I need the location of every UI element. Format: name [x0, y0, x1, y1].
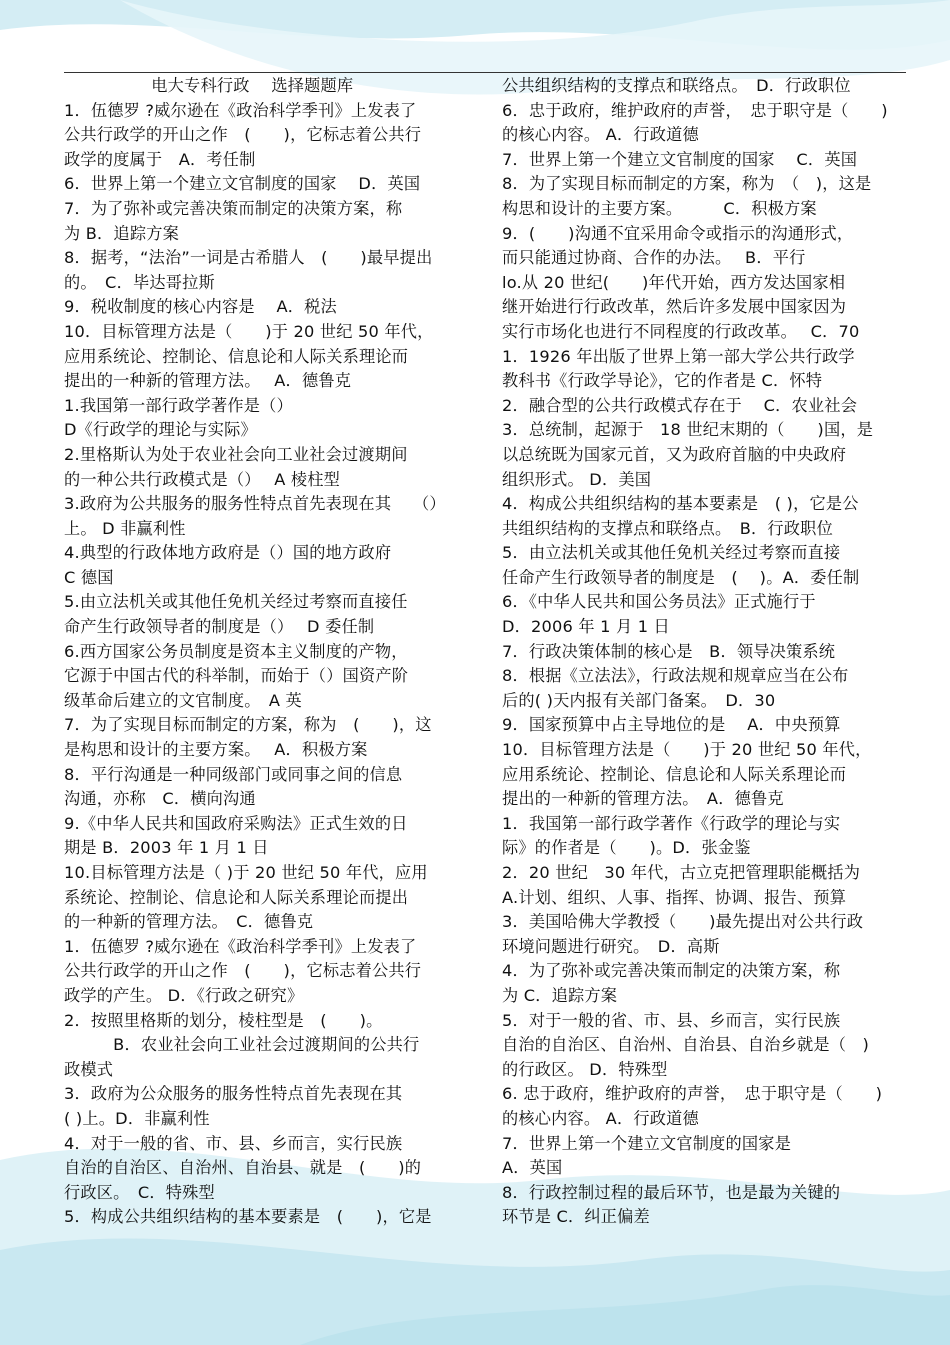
text-line: 9．( )沟通不宜采用命令或指示的沟通形式，: [502, 223, 854, 243]
text-line: B．农业社会向工业社会过渡期间的公共行: [64, 1035, 420, 1055]
text-line: 10．目标管理方法是（ )于 20 世纪 50 年代，: [502, 740, 872, 760]
text-line: A.计划、组织、人事、指挥、协调、报告、预算: [502, 887, 847, 907]
text-line: 政学的产生。 D．《行政之研究》: [64, 985, 304, 1005]
text-line: 的一种新的管理方法。 C．德鲁克: [64, 912, 314, 932]
text-line: 10．目标管理方法是（ )于 20 世纪 50 年代，: [64, 321, 434, 341]
text-line: 1．伍德罗 ?威尔逊在《政治科学季刊》上发表了: [64, 936, 417, 956]
text-line: 7．行政决策体制的核心是 B．领导决策系统: [502, 641, 836, 661]
text-line: 3.政府为公共服务的服务性特点首先表现在其 （）: [64, 494, 446, 514]
text-line: 实行市场化也进行不同程度的行政改革。 C．70: [502, 321, 860, 341]
text-line: 教科书《行政学导论》，它的作者是 C．怀特: [502, 371, 823, 391]
text-line: 而只能通过协商、合作的办法。 B．平行: [502, 248, 806, 268]
text-line: 的核心内容。 A．行政道德: [502, 1108, 699, 1128]
text-line: 3．总统制，起源于 18 世纪末期的（ )国，是: [502, 420, 874, 440]
text-line: 构思和设计的主要方案。 C．积极方案: [502, 198, 817, 218]
text-line: 4.典型的行政体地方政府是（）国的地方政府: [64, 543, 392, 563]
text-line: 4．对于一般的省、市、县、乡而言，实行民族: [64, 1133, 403, 1153]
text-line: 2．融合型的公共行政模式存在于 C．农业社会: [502, 395, 858, 415]
text-line: A．英国: [502, 1158, 563, 1178]
text-line: 5．对于一般的省、市、县、乡而言，实行民族: [502, 1010, 841, 1030]
text-line: 6．忠于政府，维护政府的声誉， 忠于职守是（ ): [502, 100, 888, 120]
text-line: D．2006 年 1 月 1 日: [502, 617, 670, 637]
text-line: 提出的一种新的管理方法。 A．德鲁克: [502, 789, 784, 809]
text-line: 电大专科行政 选择题题库: [64, 76, 354, 95]
text-line: 6．世界上第一个建立文官制度的国家 D．英国: [64, 174, 421, 194]
text-line: 3．政府为公众服务的服务性特点首先表现在其: [64, 1084, 403, 1104]
text-line: 4．为了弥补或完善决策而制定的决策方案，称: [502, 961, 841, 981]
text-line: 公共组织结构的支撑点和联络点。 D．行政职位: [502, 76, 851, 95]
text-line: 自治的自治区、自治州、自治县、自治乡就是（ ): [502, 1035, 870, 1055]
text-line: 后的( )天内报有关部门备案。 D．30: [502, 690, 776, 710]
text-line: 10.目标管理方法是（ )于 20 世纪 50 年代，应用: [64, 863, 428, 882]
text-line: 1．1926 年出版了世界上第一部大学公共行政学: [502, 346, 855, 366]
text-line: 8．平行沟通是一种同级部门或同事之间的信息: [64, 764, 403, 784]
text-line: lo.从 20 世纪( )年代开始，西方发达国家相: [502, 272, 846, 292]
text-line: 6.西方国家公务员制度是资本主义制度的产物，: [64, 641, 408, 661]
text-line: 上。 D 非赢利性: [64, 518, 186, 538]
left-column: [64, 74, 476, 1230]
text-line: 环节是 C．纠正偏差: [502, 1207, 650, 1227]
text-line: 的。 C．毕达哥拉斯: [64, 272, 215, 292]
text-line: 的一种公共行政模式是（） A 棱柱型: [64, 469, 341, 489]
text-line: 5．由立法机关或其他任免机关经过考察而直接: [502, 543, 841, 563]
text-line: 级革命后建立的文官制度。 A 英: [64, 690, 302, 710]
text-line: 7．世界上第一个建立文官制度的国家是: [502, 1133, 792, 1153]
text-line: 4．构成公共组织结构的基本要素是 ( )，它是公: [502, 494, 859, 514]
text-line: 政学的度属于 A．考任制: [64, 149, 256, 169]
text-line: 1．我国第一部行政学著作《行政学的理论与实: [502, 813, 841, 833]
text-line: 公共行政学的开山之作 ( )，它标志着公共行: [64, 125, 422, 145]
text-line: 1.我国第一部行政学著作是（）: [64, 395, 293, 415]
text-line: 8．行政控制过程的最后环节，也是最为关键的: [502, 1182, 841, 1202]
text-line: 6．《中华人民共和国公务员法》正式施行于: [502, 592, 816, 612]
text-line: 共组织结构的支撑点和联络点。 B．行政职位: [502, 518, 833, 538]
text-line: 9．国家预算中占主导地位的是 A．中央预算: [502, 715, 841, 735]
text-line: 继开始进行行政改革，然后许多发展中国家因为: [502, 297, 847, 317]
text-line: 8．为了实现目标而制定的方案，称为 （ )，这是: [502, 174, 872, 194]
text-line: C 德国: [64, 567, 114, 587]
text-line: 5.由立法机关或其他任免机关经过考察而直接任: [64, 592, 408, 612]
text-line: 应用系统论、控制论、信息论和人际关系理论而: [64, 346, 409, 366]
text-line: ( )上。D．非赢利性: [64, 1108, 210, 1128]
text-line: 9．税收制度的核心内容是 A．税法: [64, 297, 337, 317]
text-line: 自治的自治区、自治州、自治县、就是 ( )的: [64, 1158, 422, 1178]
text-line: 8．据考，“法治”一词是古希腊人 ( )最早提出: [64, 248, 433, 268]
text-line: D《行政学的理论与实际》: [64, 420, 257, 440]
header-rule: [64, 72, 906, 73]
text-line: 系统论、控制论、信息论和人际关系理论而提出: [64, 887, 409, 907]
text-line: 3．美国哈佛大学教授（ )最先提出对公共行政: [502, 912, 864, 932]
text-line: 1．伍德罗 ?威尔逊在《政治科学季刊》上发表了: [64, 100, 417, 120]
text-line: 环境问题进行研究。 D．高斯: [502, 936, 720, 956]
text-line: 5．构成公共组织结构的基本要素是 ( )，它是: [64, 1207, 432, 1227]
text-line: 它源于中国古代的科举制，而始于（）国资产阶: [64, 666, 409, 686]
text-line: 7．世界上第一个建立文官制度的国家 C．英国: [502, 149, 858, 169]
text-line: 组织形式。 D．美国: [502, 469, 652, 489]
text-line: 行政区。 C．特殊型: [64, 1182, 215, 1202]
text-line: 任命产生行政领导者的制度是 ( )。A．委任制: [502, 567, 860, 587]
text-line: 为 B．追踪方案: [64, 223, 179, 243]
text-line: 2．20 世纪 30 年代，古立克把管理职能概括为: [502, 863, 861, 882]
text-line: 7．为了弥补或完善决策而制定的决策方案，称: [64, 198, 403, 218]
text-line: 际》的作者是（ )。D．张金鉴: [502, 838, 751, 858]
text-line: 提出的一种新的管理方法。 A．德鲁克: [64, 371, 352, 391]
text-line: 7．为了实现目标而制定的方案，称为 ( )，这: [64, 715, 432, 735]
text-line: 2.里格斯认为处于农业社会向工业社会过渡期间: [64, 444, 408, 464]
text-line: 应用系统论、控制论、信息论和人际关系理论而: [502, 764, 847, 784]
text-line: 以总统既为国家元首，又为政府首脑的中央政府: [502, 444, 847, 464]
text-line: 的核心内容。 A．行政道德: [502, 125, 699, 145]
text-line: 为 C．追踪方案: [502, 985, 618, 1005]
text-line: 6. 忠于政府，维护政府的声誉， 忠于职守是（ ): [502, 1084, 883, 1104]
text-line: 政模式: [64, 1059, 114, 1079]
text-line: 期是 B．2003 年 1 月 1 日: [64, 838, 269, 858]
text-line: 公共行政学的开山之作 ( )，它标志着公共行: [64, 961, 422, 981]
text-line: 是构思和设计的主要方案。 A．积极方案: [64, 740, 368, 760]
text-line: 命产生行政领导者的制度是（） D 委任制: [64, 617, 375, 637]
right-column: [502, 74, 906, 1230]
text-line: 的行政区。 D．特殊型: [502, 1059, 668, 1079]
text-line: 9.《中华人民共和国政府采购法》正式生效的日: [64, 813, 408, 833]
text-line: 8．根据《立法法》，行政法规和规章应当在公布: [502, 666, 849, 686]
text-line: 沟通，亦称 C．横向沟通: [64, 789, 256, 809]
text-line: 2．按照里格斯的划分，棱柱型是 ( )。: [64, 1010, 383, 1030]
